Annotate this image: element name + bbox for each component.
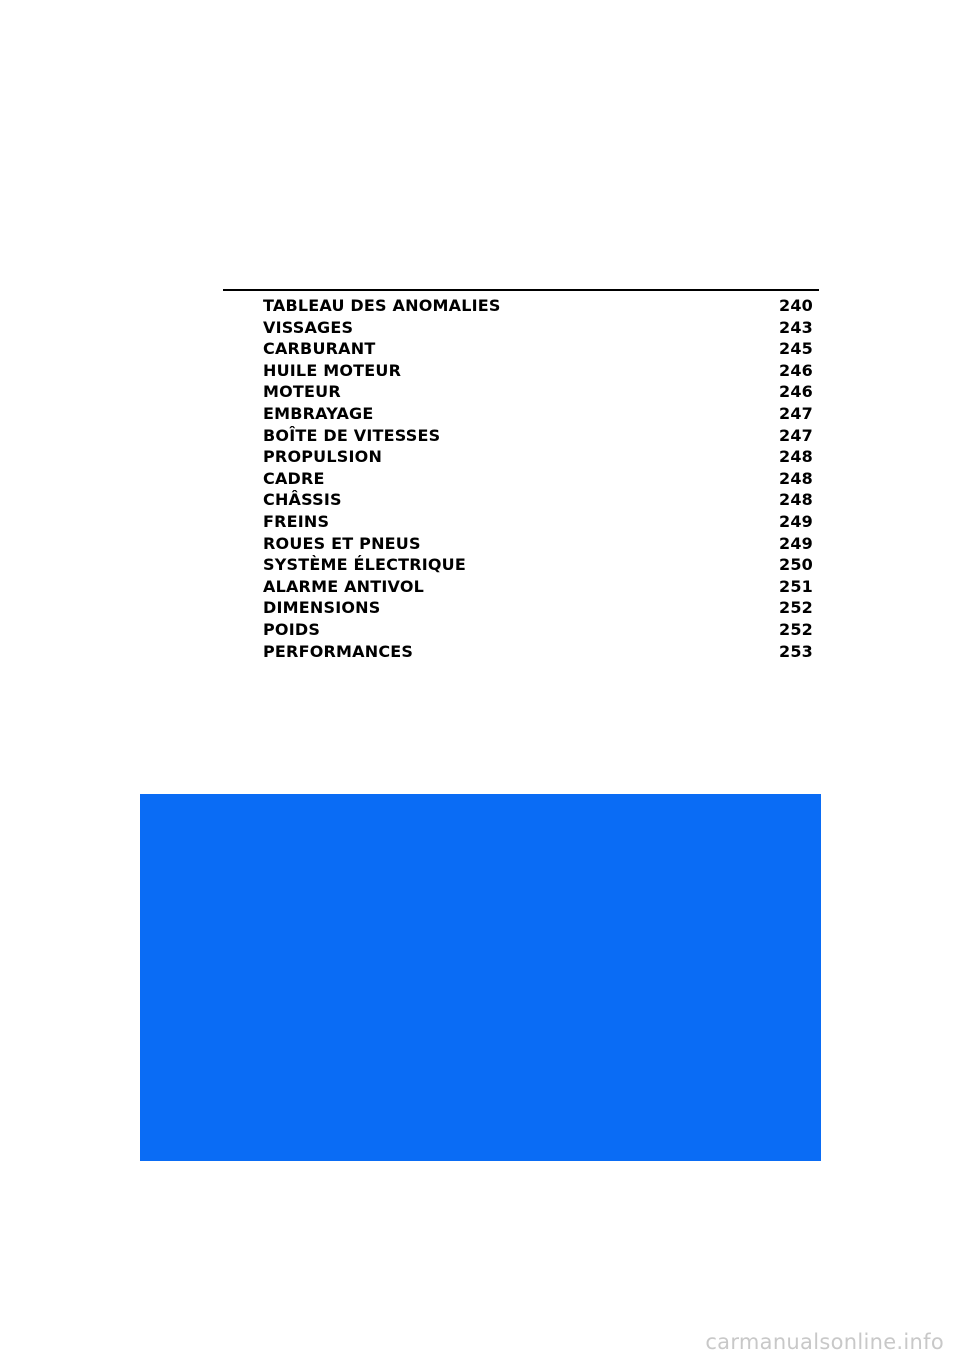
toc-entry-page: 246 <box>779 382 813 402</box>
blue-chapter-panel <box>140 794 821 1161</box>
toc-entry-title: POIDS <box>263 619 321 639</box>
toc-entry[interactable] <box>263 576 819 598</box>
toc-entry-page: 248 <box>779 447 813 467</box>
toc-entry-title: DIMENSIONS <box>263 598 381 618</box>
toc-entry-page: 246 <box>779 360 813 380</box>
toc-entry[interactable] <box>263 403 819 425</box>
toc-entry-page: 251 <box>779 576 813 596</box>
toc-entry[interactable] <box>263 317 819 339</box>
toc-entry[interactable] <box>263 446 819 468</box>
toc-entry-title: ALARME ANTIVOL <box>263 576 425 596</box>
toc-entry[interactable] <box>263 533 819 555</box>
toc-entry[interactable] <box>263 425 819 447</box>
toc-entry-page: 247 <box>779 403 813 423</box>
toc-entry[interactable] <box>263 295 819 317</box>
toc-entry-page: 240 <box>779 296 813 315</box>
toc-entry-page: 253 <box>779 641 813 661</box>
toc-entry[interactable] <box>263 489 819 511</box>
toc-entry[interactable] <box>263 554 819 576</box>
toc-entry[interactable] <box>263 597 819 619</box>
toc-entry-title: CHÂSSIS <box>263 490 342 510</box>
toc-entry-page: 249 <box>779 533 813 553</box>
toc-entry-title: ROUES ET PNEUS <box>263 533 421 553</box>
toc-entry-title: FREINS <box>263 511 330 531</box>
table-of-contents <box>223 289 819 662</box>
toc-entry-title: EMBRAYAGE <box>263 403 374 423</box>
watermark-text: carmanualsonline.info <box>705 1330 944 1354</box>
toc-entry-title: PROPULSION <box>263 447 383 467</box>
toc-entry[interactable] <box>263 468 819 490</box>
toc-entry-page: 247 <box>779 425 813 445</box>
toc-entry-page: 243 <box>779 317 813 337</box>
toc-entry[interactable] <box>263 360 819 382</box>
toc-entry[interactable] <box>263 381 819 403</box>
toc-entry-page: 252 <box>779 598 813 618</box>
toc-entry-title: CADRE <box>263 468 325 488</box>
toc-entry-title: VISSAGES <box>263 317 354 337</box>
toc-entry-page: 245 <box>779 339 813 359</box>
toc-entry-page: 248 <box>779 490 813 510</box>
toc-entry-page: 248 <box>779 468 813 488</box>
toc-entry[interactable] <box>263 338 819 360</box>
toc-entry[interactable] <box>263 511 819 533</box>
toc-entry[interactable] <box>263 641 819 663</box>
toc-entry-page: 252 <box>779 619 813 639</box>
toc-entry-title: TABLEAU DES ANOMALIES <box>263 296 501 315</box>
toc-entry-title: CARBURANT <box>263 339 376 359</box>
toc-entry-title: SYSTÈME ÉLECTRIQUE <box>263 555 467 575</box>
toc-entry-title: PERFORMANCES <box>263 641 414 661</box>
toc-entry-title: HUILE MOTEUR <box>263 360 402 380</box>
toc-entry-page: 249 <box>779 511 813 531</box>
toc-entry-title: MOTEUR <box>263 382 341 402</box>
toc-entry-page: 250 <box>779 555 813 575</box>
toc-entry[interactable] <box>263 619 819 641</box>
toc-entry-title: BOÎTE DE VITESSES <box>263 425 441 445</box>
